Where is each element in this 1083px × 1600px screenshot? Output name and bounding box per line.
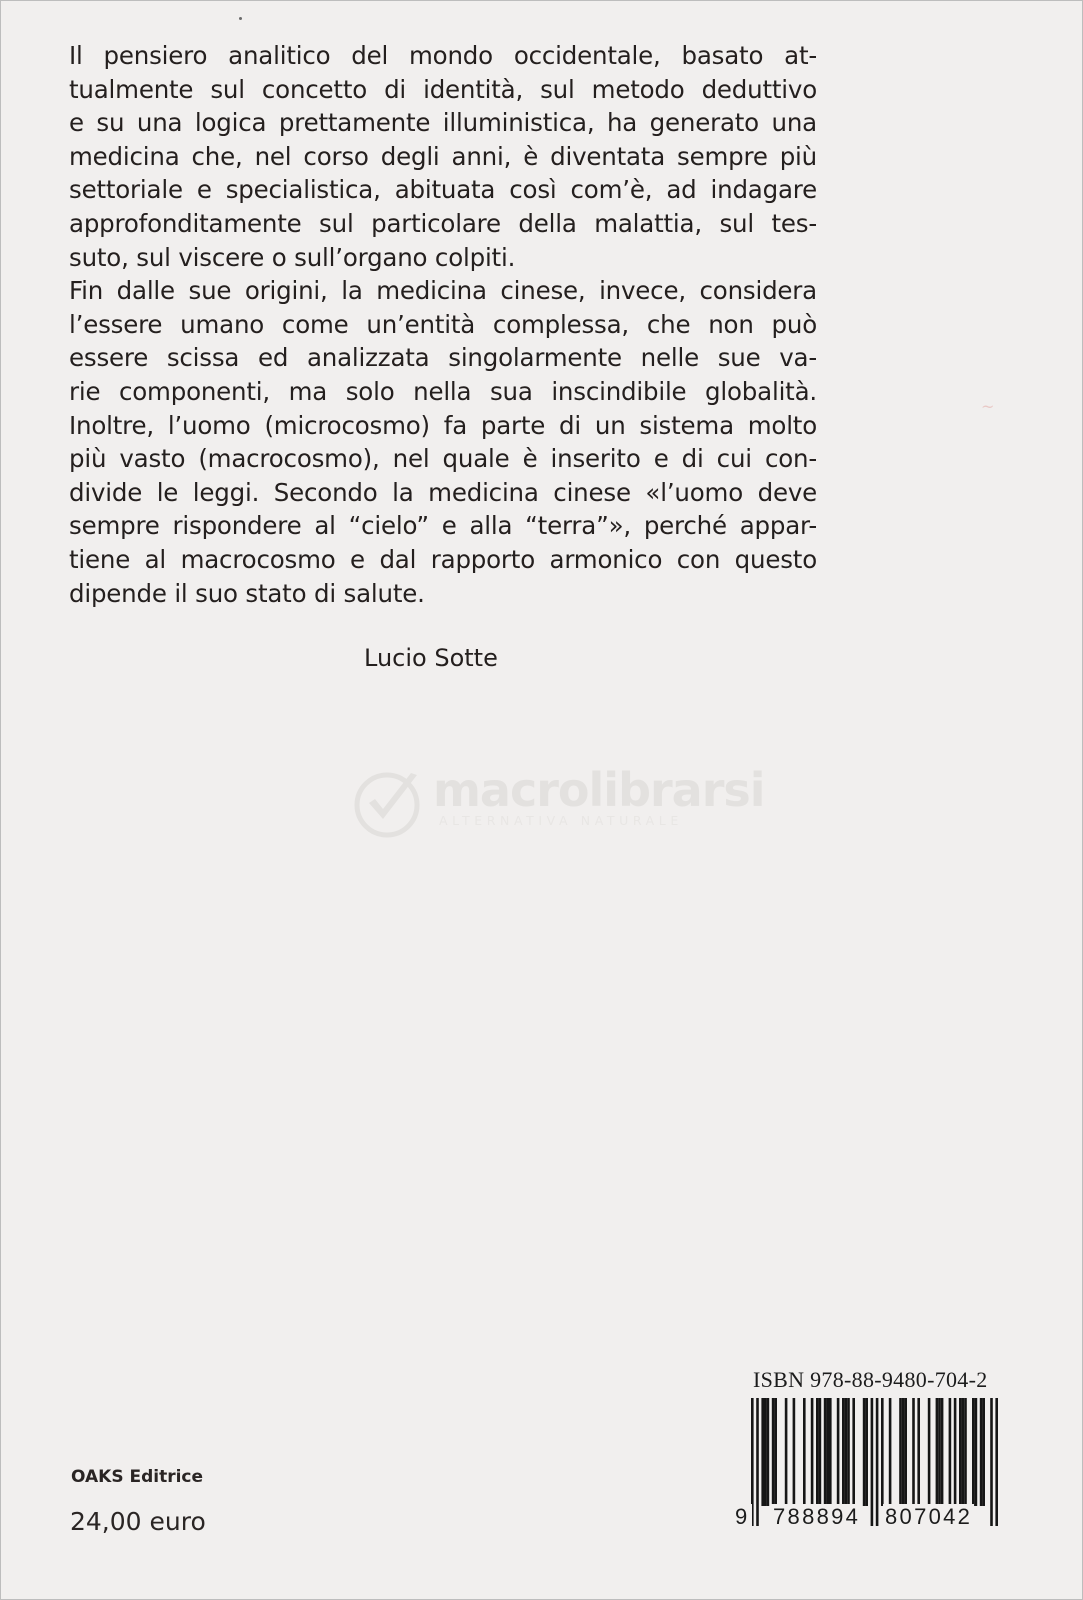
barcode-bar	[899, 1398, 902, 1506]
publisher-name: OAKS Editrice	[71, 1467, 204, 1487]
barcode-bar	[912, 1398, 915, 1506]
barcode-bar	[995, 1398, 998, 1526]
barcode-digit-lead: 9	[735, 1504, 750, 1529]
barcode-bar	[876, 1398, 879, 1526]
blurb-line: divide le leggi. Secondo la medicina cinese «l’uomo deve	[69, 477, 817, 507]
paper-mark: ~	[981, 397, 995, 416]
barcode-bar	[767, 1398, 770, 1506]
barcode-bar	[954, 1398, 957, 1506]
barcode-bar	[964, 1398, 967, 1506]
barcode-bar	[826, 1398, 829, 1506]
barcode-bar	[972, 1398, 975, 1506]
barcode-bar	[756, 1398, 759, 1526]
barcode-bar	[917, 1398, 920, 1506]
barcode-bar	[938, 1398, 941, 1506]
watermark-tagline: ALTERNATIVA NATURALE	[439, 813, 683, 828]
blurb-line: tiene al macrocosmo e dal rapporto armonico con questo	[69, 544, 817, 574]
barcode-bar	[785, 1398, 788, 1506]
barcode-bar	[819, 1398, 822, 1506]
blurb-line: sempre rispondere al “cielo” e alla “terra”», perché appar-	[69, 511, 817, 541]
barcode-bar	[865, 1398, 868, 1506]
barcode-bar	[847, 1398, 850, 1506]
barcode-bar	[829, 1398, 832, 1506]
barcode-bar	[774, 1398, 777, 1506]
barcode-bar	[811, 1398, 814, 1506]
barcode-bar	[803, 1398, 806, 1506]
barcode-bar	[990, 1398, 993, 1526]
barcode-bar	[962, 1398, 965, 1506]
barcode-digits-left: 788894	[773, 1504, 861, 1529]
barcode-bar	[904, 1398, 907, 1506]
blurb-line: dipende il suo stato di salute.	[69, 578, 425, 608]
watermark	[353, 763, 765, 843]
barcode-bar	[863, 1398, 866, 1506]
barcode-bar	[936, 1398, 939, 1506]
author-name: Lucio Sotte	[364, 644, 498, 672]
barcode-bar	[793, 1398, 796, 1506]
barcode-bar	[928, 1398, 931, 1506]
blurb-line: suto, sul viscere o sull’organo colpiti.	[69, 242, 516, 272]
price: 24,00 euro	[70, 1507, 206, 1536]
barcode-bar	[975, 1398, 978, 1506]
barcode-bar	[881, 1398, 884, 1506]
barcode-bar	[982, 1398, 985, 1506]
blurb-line: e su una logica prettamente illuministica, ha generato una	[69, 108, 817, 138]
barcode-bar	[959, 1398, 962, 1506]
blurb-line: l’essere umano come un’entità complessa, che non può	[69, 309, 817, 339]
barcode-bar	[902, 1398, 905, 1506]
barcode-digits-right: 807042	[885, 1504, 973, 1529]
barcode-bar	[980, 1398, 983, 1506]
print-speck	[239, 17, 242, 20]
barcode-bar	[824, 1398, 827, 1506]
barcode-bar	[837, 1398, 840, 1506]
blurb-line: rie componenti, ma solo nella sua inscindibile globalità.	[69, 376, 817, 406]
blurb-line: settoriale e specialistica, abituata così com’è, ad indagare	[69, 175, 817, 205]
barcode-bar	[949, 1398, 952, 1506]
watermark-name: macrolibrarsi	[433, 763, 765, 817]
barcode-bar	[842, 1398, 845, 1506]
blurb-text	[69, 39, 817, 610]
barcode-bar	[816, 1398, 819, 1506]
barcode-bar	[761, 1398, 764, 1506]
barcode-bar	[764, 1398, 767, 1506]
blurb-line: approfonditamente sul particolare della malattia, sul tes-	[69, 208, 817, 238]
barcode-bar	[941, 1398, 944, 1506]
blurb-line: Inoltre, l’uomo (microcosmo) fa parte di un sistema molto	[69, 410, 817, 440]
blurb-line: Fin dalle sue origini, la medicina cinese, invece, considera	[69, 276, 817, 306]
watermark-logo-icon	[353, 767, 425, 839]
blurb-line: più vasto (macrocosmo), nel quale è inserito e di cui con-	[69, 444, 817, 474]
blurb-line: tualmente sul concetto di identità, sul metodo deduttivo	[69, 74, 817, 104]
barcode-bar	[852, 1398, 855, 1506]
barcode-bar	[772, 1398, 775, 1506]
barcode-bar	[889, 1398, 892, 1506]
blurb-line: medicina che, nel corso degli anni, è diventata sempre più	[69, 141, 817, 171]
barcode-bar	[845, 1398, 848, 1506]
blurb-line: Il pensiero analitico del mondo occidentale, basato at-	[69, 41, 817, 70]
barcode-bar	[871, 1398, 874, 1526]
barcode	[735, 1398, 999, 1536]
blurb-line: essere scissa ed analizzata singolarmente nelle sue va-	[69, 343, 817, 373]
isbn-label: ISBN 978-88-9480-704-2	[753, 1367, 988, 1392]
